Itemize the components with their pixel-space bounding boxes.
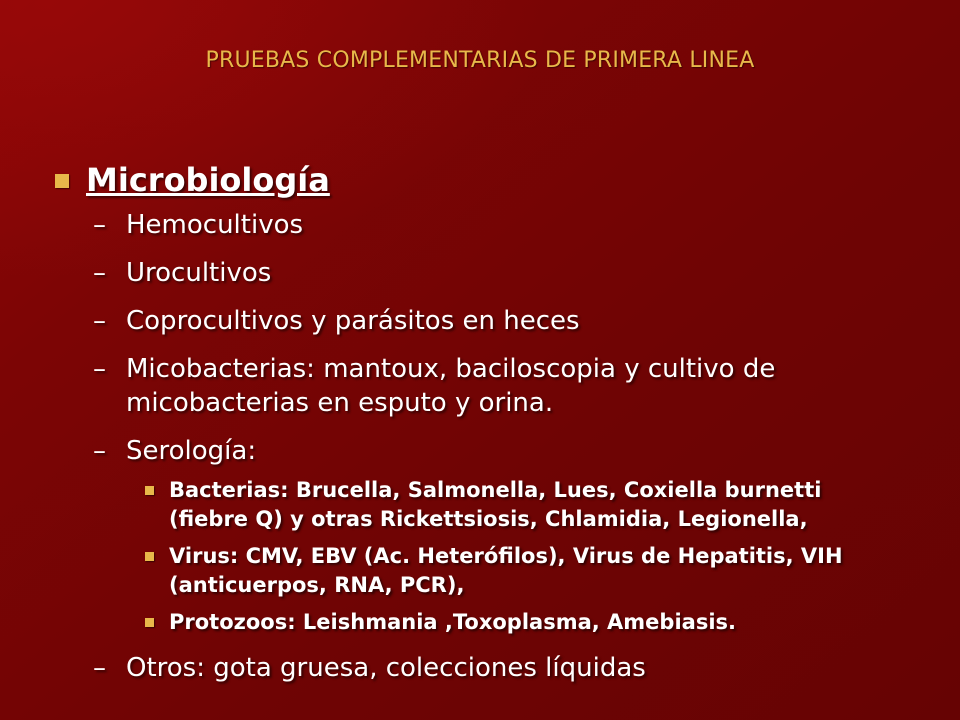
slide-title: PRUEBAS COMPLEMENTARIAS DE PRIMERA LINEA	[205, 48, 755, 73]
dash-bullet: –	[93, 354, 106, 384]
list-item-text: Urocultivos	[126, 258, 272, 288]
bullet-level1-microbiologia	[55, 158, 935, 202]
sub-list-item-text: Protozoos: Leishmania ,Toxoplasma, Amebiasis.	[169, 610, 736, 634]
square-bullet-icon	[55, 174, 69, 188]
sub-list-item	[145, 542, 935, 600]
sub-list-item	[145, 608, 935, 637]
list-item	[93, 651, 935, 685]
list-item	[93, 352, 935, 420]
square-bullet-icon	[145, 552, 154, 561]
list-item	[93, 208, 935, 242]
list-item	[93, 434, 935, 468]
list-item-text: Micobacterias: mantoux, baciloscopia y cultivo de micobacterias en esputo y orina.	[126, 354, 776, 418]
slide-body	[55, 158, 935, 685]
sub-list-item-text: Bacterias: Brucella, Salmonella, Lues, Coxiella burnetti (fiebre Q) y otras Rickettsiosis, Chlamidia, Legionella,	[169, 478, 822, 531]
list-item-text: Otros: gota gruesa, colecciones líquidas	[126, 653, 646, 683]
square-bullet-icon	[145, 618, 154, 627]
list-item-text: Serología:	[126, 436, 257, 466]
dash-bullet: –	[93, 306, 106, 336]
dash-bullet: –	[93, 653, 106, 683]
square-bullet-icon	[145, 486, 154, 495]
heading-microbiologia: Microbiología	[86, 161, 330, 199]
dash-bullet: –	[93, 210, 106, 240]
sub-list-item	[145, 476, 935, 534]
list-item	[93, 304, 935, 338]
list-item	[93, 256, 935, 290]
dash-bullet: –	[93, 436, 106, 466]
dash-bullet: –	[93, 258, 106, 288]
list-item-text: Hemocultivos	[126, 210, 304, 240]
list-item-text: Coprocultivos y parásitos en heces	[126, 306, 580, 336]
sub-list-item-text: Virus: CMV, EBV (Ac. Heterófilos), Virus de Hepatitis, VIH (anticuerpos, RNA, PCR),	[169, 544, 843, 597]
